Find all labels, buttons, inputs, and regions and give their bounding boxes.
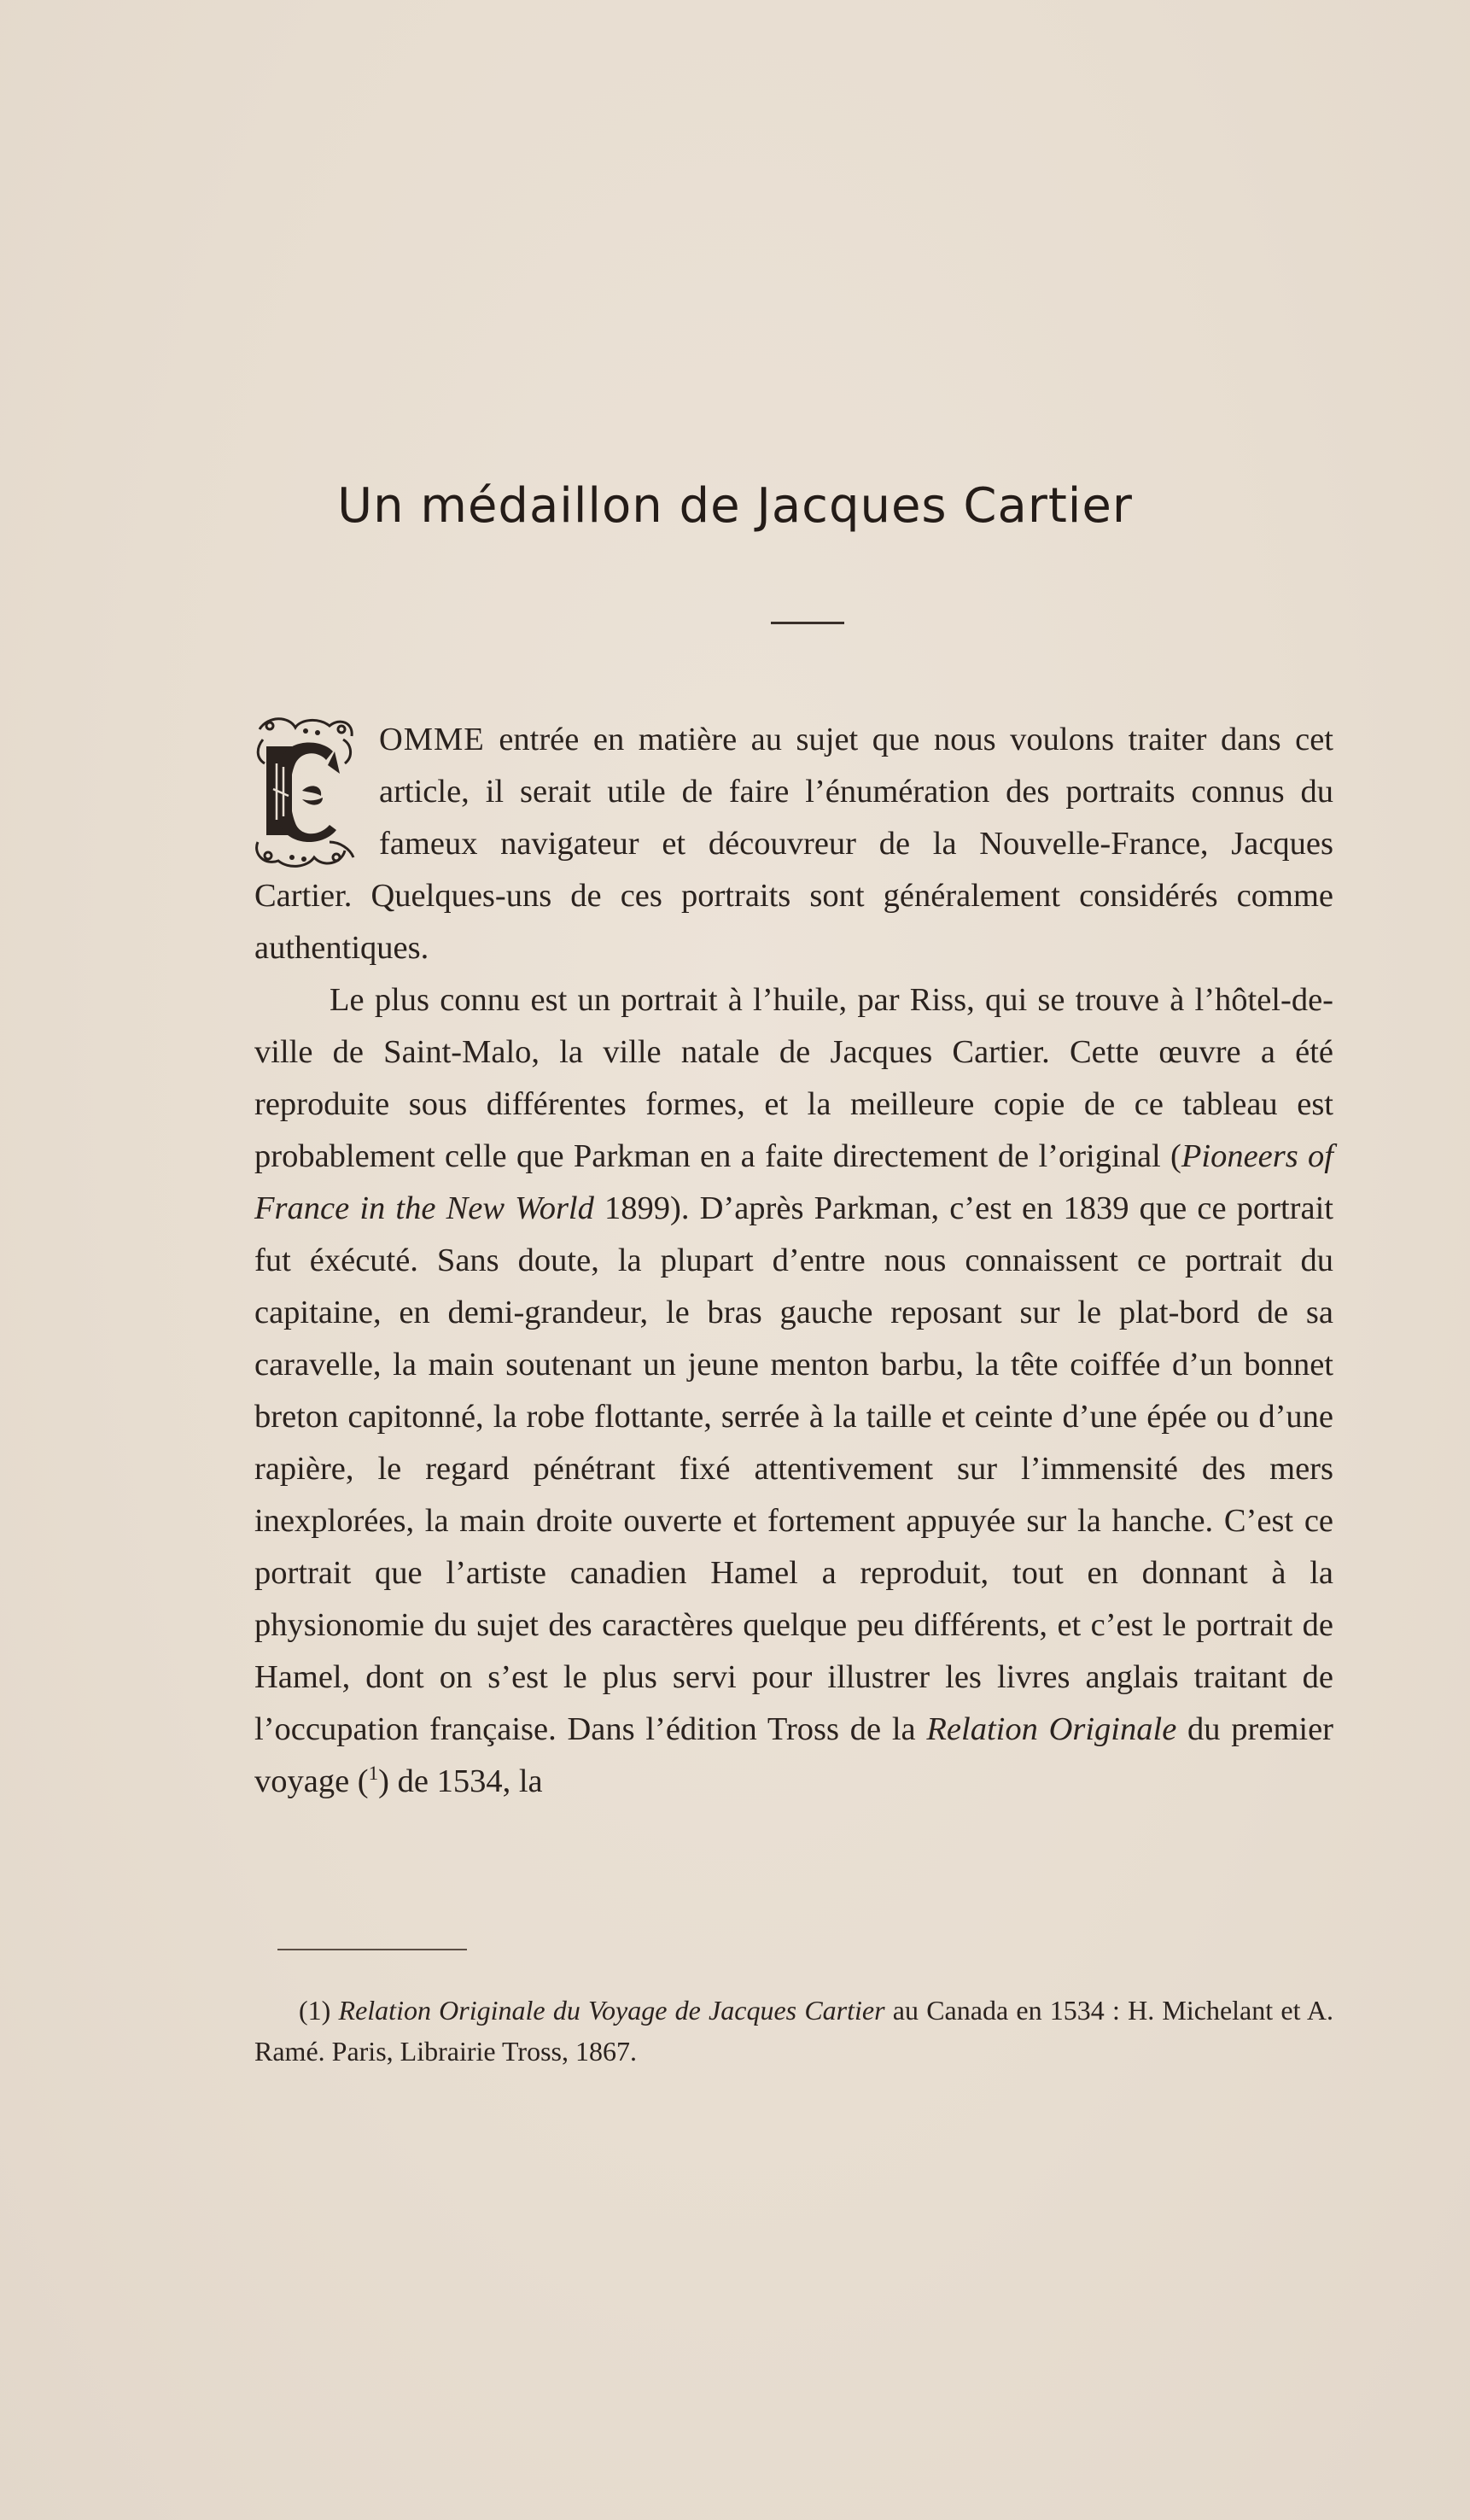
book-title-pioneers: Pioneers of France in the New World <box>254 1138 1333 1226</box>
footnote-text: au Canada en 1534 : H. Michelant et A. Ramé. Paris, Librairie Tross, 1867. <box>254 1995 1334 2067</box>
book-title-relation: Relation Originale <box>926 1711 1177 1747</box>
footnote-divider <box>277 1949 467 1950</box>
paragraph-2-text-a: Le plus connu est un portrait à l’huile, par Riss, qui se trouve à l’hôtel-de-ville de Saint-Malo, la ville natale de Jacques Cartier. Cette œuvre a été reproduite sous différentes formes, et la meilleure copie de ce tableau est probablement celle que Parkman en a faite directement de l’original ( <box>254 982 1333 1174</box>
article-body <box>254 714 1333 1808</box>
title-divider <box>771 622 844 624</box>
paragraph-2-text-b: 1899). D’après Parkman, c’est en 1839 que ce portrait fut éxécuté. Sans doute, la plupart d’entre nous connaissent ce portrait du capitaine, en demi-grandeur, le bras gauche reposant sur le plat-bord de sa caravelle, la main soutenant un jeune menton barbu, la tête coiffée d’un bonnet breton capitonné, la robe flottante, serrée à la taille et ceinte d’une épée ou d’une rapière, le regard pénétrant fixé attentivement sur l’immensité des mers inexplorées, la main droite ouverte et fortement appuyée sur la hanche. C’est ce portrait que l’artiste canadien Hamel a reproduit, tout en donnant à la physionomie du sujet des caractères quelque peu différents, et c’est le portrait de Hamel, dont on s’est le plus servi pour illustrer les livres anglais traitant de l’occupation française. Dans l’édition Tross de la <box>254 1190 1333 1747</box>
footnote-title: Relation Originale du Voyage de Jacques Cartier <box>338 1995 885 2026</box>
paragraph-1-lead: OMME <box>379 722 485 757</box>
ornamental-dropcap-icon <box>251 714 360 869</box>
paragraph-2-text-c: du premier voyage ( <box>254 1711 1333 1799</box>
paragraph-2-text-d: ) de 1534, la <box>378 1763 543 1799</box>
paragraph-2 <box>254 974 1333 1808</box>
footnote <box>254 1990 1333 2072</box>
footnote-marker: (1) <box>299 1995 331 2026</box>
paragraph-1-text: entrée en matière au sujet que nous voulons traiter dans cet article, il serait utile de faire l’énumération des portraits connus du fameux navigateur et découvreur de la Nouvelle-France, Jacques Cartier. Quelques-uns de ces portraits sont généralement considérés comme authentiques. <box>254 722 1333 966</box>
article-title: Un médaillon de Jacques Cartier <box>337 478 1133 534</box>
footnote-reference[interactable]: 1 <box>368 1762 379 1785</box>
paragraph-1 <box>254 714 1333 974</box>
